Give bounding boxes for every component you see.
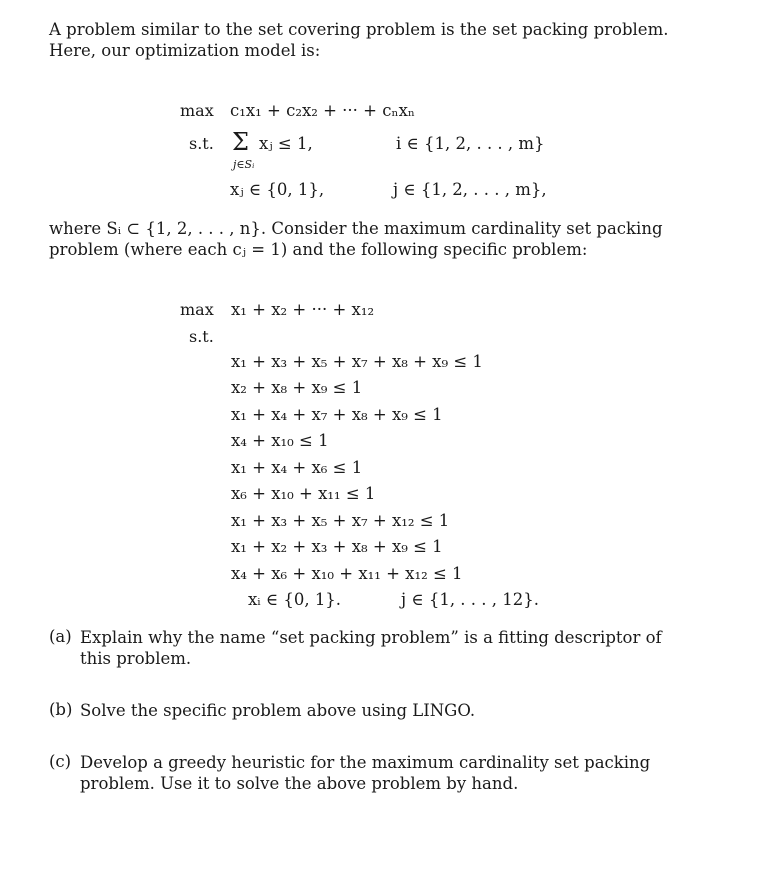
question-a-label: (a): [49, 627, 72, 646]
constraint-row: x₂ + x₈ + x₉ ≤ 1: [231, 378, 363, 397]
where-paragraph: where Sᵢ ⊂ {1, 2, . . . , n}. Consider the maximum cardinality set packing problem (where each cⱼ = 1) and the following specific problem:: [49, 219, 663, 259]
general-sum-symbol: [232, 128, 249, 156]
constraint-row: x₁ + x₄ + x₇ + x₈ + x₉ ≤ 1: [231, 405, 443, 424]
specific-domain-index: j ∈ {1, . . . , 12}.: [401, 590, 540, 609]
constraint-row: x₆ + x₁₀ + x₁₁ ≤ 1: [231, 484, 376, 503]
sum-symbol: Σ: [232, 128, 249, 156]
constraint-row: x₄ + x₁₀ ≤ 1: [231, 431, 329, 450]
specific-st-keyword: s.t.: [189, 327, 214, 346]
question-c-text: Develop a greedy heuristic for the maximum cardinality set packing problem. Use it to solve the above problem by hand.: [80, 753, 651, 793]
question-c-label: (c): [49, 752, 72, 771]
intro-paragraph: A problem similar to the set covering problem is the set packing problem. Here, our optimization model is:: [49, 20, 669, 60]
general-constraint2: xⱼ ∈ {0, 1},: [230, 180, 325, 199]
general-constraint2-domain: j ∈ {1, 2, . . . , m},: [393, 180, 547, 199]
specific-domain: xᵢ ∈ {0, 1}.: [248, 590, 342, 609]
question-a-text: Explain why the name “set packing problem” is a fitting descriptor of this problem.: [80, 628, 662, 668]
general-constraint1-domain: i ∈ {1, 2, . . . , m}: [396, 134, 545, 153]
constraint-row: x₁ + x₃ + x₅ + x₇ + x₈ + x₉ ≤ 1: [231, 352, 483, 371]
question-b-text: Solve the specific problem above using LINGO.: [80, 701, 476, 720]
constraint-row: x₁ + x₂ + x₃ + x₈ + x₉ ≤ 1: [231, 537, 443, 556]
general-st-keyword: s.t.: [189, 134, 214, 153]
general-max-keyword: max: [180, 101, 214, 120]
general-constraint1: xⱼ ≤ 1,: [259, 134, 313, 153]
general-objective: c₁x₁ + c₂x₂ + ··· + cₙxₙ: [230, 101, 416, 120]
specific-objective: x₁ + x₂ + ··· + x₁₂: [231, 300, 375, 319]
specific-max-keyword: max: [180, 300, 214, 319]
question-b-label: (b): [49, 700, 73, 719]
constraint-row: x₄ + x₆ + x₁₀ + x₁₁ + x₁₂ ≤ 1: [231, 564, 463, 583]
general-sum-index: j∈Sᵢ: [233, 158, 255, 171]
constraint-row: x₁ + x₃ + x₅ + x₇ + x₁₂ ≤ 1: [231, 511, 450, 530]
constraint-row: x₁ + x₄ + x₆ ≤ 1: [231, 458, 363, 477]
